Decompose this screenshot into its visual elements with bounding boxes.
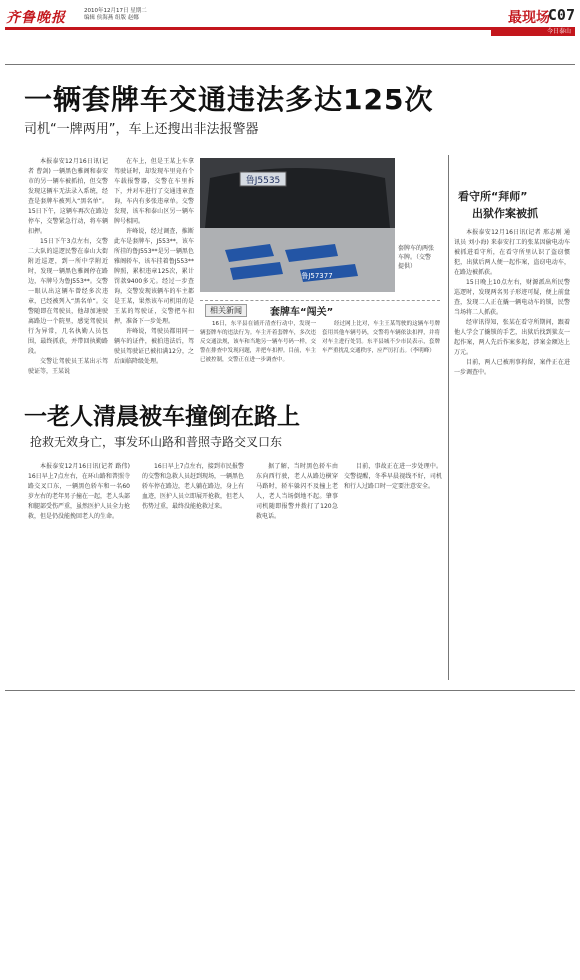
sidebar-paragraph: 目前，两人已被刑事拘留，案件正在进一步调查中。 <box>454 359 570 376</box>
story2-column-1 <box>28 462 130 552</box>
story2-column-2 <box>142 462 244 552</box>
sidebar-paragraph: 本报泰安12月16日讯(记者 邢志刚 通讯员 刘小海) 来泰安打工的张某因偷电动车被抓进看守所，在看守所里认识了盗窃惯犯，出狱后两人便一起作案，盗窃电动车，在路边被抓获。 <box>454 229 570 276</box>
story2-column-3 <box>256 462 338 552</box>
bottom-divider <box>5 690 575 691</box>
top-divider <box>5 64 575 65</box>
section-tag: 今日泰山 <box>491 27 575 36</box>
related-news-paragraph: 经过网上比对，车主王某驾驶的这辆车号牌套用其他车辆号码，交警将车辆依法扣押，并将对车主进行处罚。东平县城不少市民表示，套牌车严重扰乱交通秩序，应严厉打击。（李明峰） <box>322 321 440 354</box>
masthead-rule <box>5 27 575 30</box>
story1-paragraph: 交警让驾驶员王某出示驾驶证等，王某说 <box>28 358 108 375</box>
related-news-column-1 <box>200 320 316 382</box>
story1-paragraph: 在车上，但是王某上车拿驾驶证时，却发现车里竟有个车载报警器，交警在车里拆下，并对车进行了交通违章查询，车内有多张违章单。交警发现，该车和泰山区另一辆车牌号相同。 <box>114 158 194 225</box>
story2-headline: 一老人清晨被车撞倒在路上 <box>24 404 300 430</box>
masthead-date: 2010年12月17日 星期二 <box>84 8 147 14</box>
car-plates-image <box>200 158 395 292</box>
story1-photo <box>200 158 395 292</box>
story1-paragraph: 许峰说，驾驶员都用同一辆车的证件，被拍违法后，驾驶员驾驶证已被扣满12分，之后面临降级处理。 <box>114 328 194 365</box>
story2-paragraph: 据了解，当时黑色轿车由东向西行驶，老人从路边横穿马路时，轿车躲闪不及撞上老人，老人当场倒地不起。肇事司机随即报警并拨打了120急救电话。 <box>256 463 338 520</box>
story1-subhead: 司机“一牌两用”，车上还搜出非法报警器 <box>24 122 259 137</box>
sidebar-body <box>454 228 570 648</box>
related-news-paragraph: 16日，东平县在铺开清查行动中，发现一辆套牌车的违法行为。车主开着套牌车，多次违反交通法规，该车和当地另一辆车号码一样，交警在排查中发现问题，并把车扣押。目前，车主已被控制，交警正在进一步调查中。 <box>200 321 316 363</box>
story1-headline: 一辆套牌车交通违法多达125次 <box>24 83 434 116</box>
story1-paragraph: 15日下午3点左右，交警二大队的巡逻民警在泰山大街附近巡逻，到一所中学附近时，发现一辆黑色雅阁停在路边，车牌号为鲁J553**。交警一眼认出这辆车曾经多次违章，已经被列入“黑名单”。交警随即在驾驶员，他却加速驶离路边一个院里，感觉驾驶员行为异常，几名执勤人员包围，最终抓获，并带回执勤路段。 <box>28 238 108 355</box>
story2-paragraph: 目前，事故正在进一步处理中。交警提醒，冬季早晨视线不好，司机和行人过路口时一定要注意安全。 <box>344 463 442 490</box>
plate-text-2: 鲁J57377 <box>301 272 333 280</box>
section-title: 最现场 <box>508 10 550 26</box>
photo-caption: 套牌车的两张车牌。（交警提供） <box>398 245 435 270</box>
masthead-staff: 编辑 侯海燕 组版 赵娜 <box>84 15 139 21</box>
story1-column-2 <box>114 157 194 379</box>
sidebar-headline-1: 看守所“拜师” <box>458 190 528 203</box>
story2-subhead: 抢救无效身亡，事发环山路和普照寺路交叉口东 <box>30 435 283 449</box>
story1-column-1 <box>28 157 108 377</box>
sidebar-paragraph: 经审讯得知，张某在看守所期间，跟着他人学会了撬锁的手艺，出狱后找到狱友一起作案，两人先后作案多起，涉案金额达上万元。 <box>454 319 570 356</box>
plate-text-1: 鲁J5535 <box>245 176 281 186</box>
story2-paragraph: 本报泰安12月16日讯(记者 路伟) 16日早上7点左右，在环山路和普照寺路交叉口东，一辆黑色轿车和一名60岁左右的老年男子撞在一起，老人头部和腿部受伤严重，虽然医护人员全力抢救，但是仍没能挽回老人的生命。 <box>28 463 130 520</box>
related-news-tag: 相关新闻 <box>205 304 247 317</box>
sidebar-headline-2: 出狱作案被抓 <box>472 207 538 220</box>
story1-paragraph: 许峰说，经过调查，推断此车是套牌车，J553**，该车所挂的鲁J553**是另一辆黑色雅阁轿车，该车挂着鲁J553**牌照，累积违章125次，累计罚款9400多元。经过一步查询，交警发现该辆车的车主都是王某，果然该车司机用的是王某的驾驶证，交警把车扣押，准备下一步处理。 <box>114 228 194 325</box>
masthead-logo: 齐鲁晚报 <box>6 10 66 26</box>
related-news-column-2 <box>322 320 440 382</box>
story2-column-4 <box>344 462 442 552</box>
sidebar-paragraph: 15日晚上10点左右，财源派出所民警巡逻时，发现两名男子形迹可疑，便上前盘查，发现二人正在撬一辆电动车的锁，民警当场将二人抓获。 <box>454 279 570 316</box>
story1-paragraph: 本报泰安12月16日讯(记者 曹剑) 一辆黑色雅阁和泰安市的另一辆车被抓拍，但交警发现这辆车无法录入系统，经查是套牌车被列入“黑名单”。15日下午，这辆车再次在路边停车，交警紧急行动，将车辆扣押。 <box>28 158 108 235</box>
story2-paragraph: 16日早上7点左右，接到市民报警的交警和急救人员赶到现场，一辆黑色轿车停在路边，老人躺在路边，身上有血迹，医护人员立即展开抢救，但老人伤势过重，最终没能抢救过来。 <box>142 463 244 510</box>
related-news-title: 套牌车“闯关” <box>270 307 334 318</box>
page-number: C07 <box>547 6 575 24</box>
